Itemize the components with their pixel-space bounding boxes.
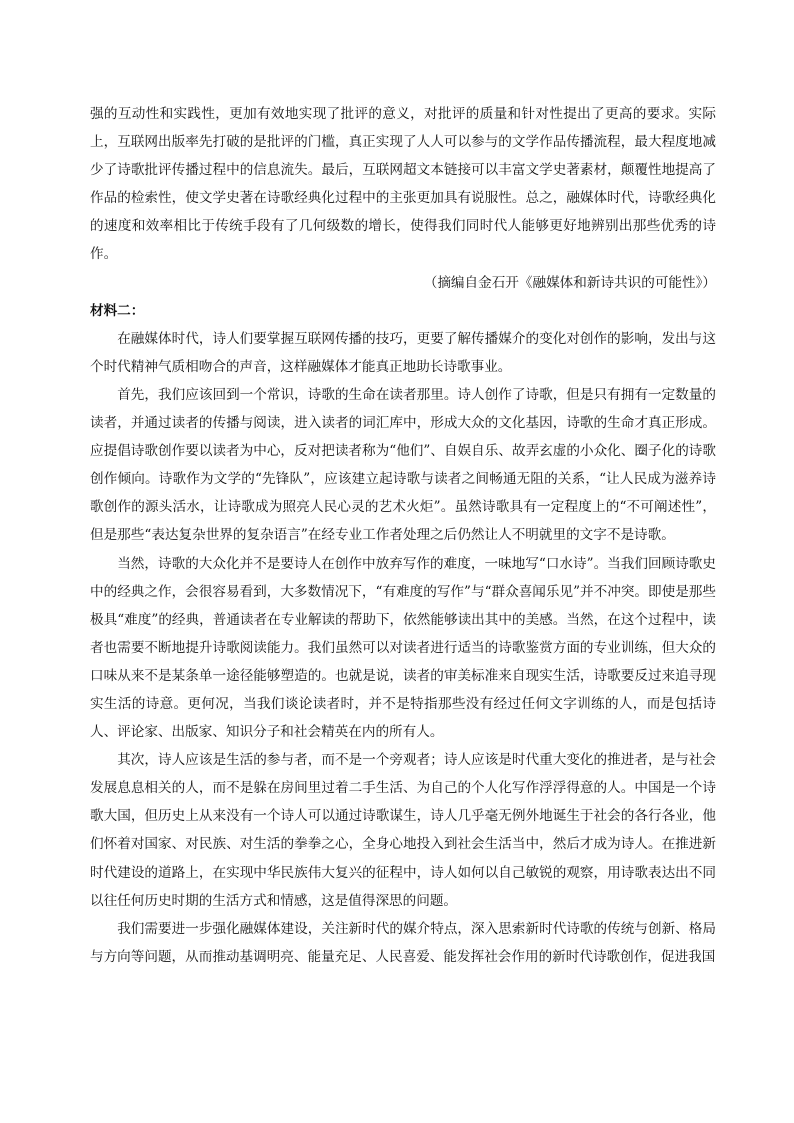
paragraph-1: 在融媒体时代，诗人们要掌握互联网传播的技巧，更要了解传播媒介的变化对创作的影响，发出与这个时代精神气质相吻合的声音，这样融媒体才能真正地助长诗歌事业。 (90, 330, 716, 375)
paragraph-3: 当然，诗歌的大众化并不是要诗人在创作中放弃写作的难度，一味地写“口水诗”。当我们回顾诗歌史中的经典之作，会很容易看到，大多数情况下，“有难度的写作”与“群众喜闻乐见”并不冲突。即使是那些极具“难度”的经典，普通读者在专业解读的帮助下，依然能够读出其中的美感。当然，在这个过程中，读者也需要不断地提升诗歌阅读能力。我们虽然可以对读者进行适当的诗歌鉴赏方面的专业训练，但大众的口味从来不是某条单一途径能够塑造的。也就是说，读者的审美标准来自现实生活，诗歌要反过来追寻现实生活的诗意。更何况，当我们谈论读者时，并不是特指那些没有经过任何文字训练的人，而是包括诗人、评论家、出版家、知识分子和社会精英在内的所有人。 (90, 555, 716, 741)
source-citation: （摘编自金石开《融媒体和新诗共识的可能性》） (423, 274, 716, 291)
paragraph-5: 我们需要进一步强化融媒体建设，关注新时代的媒介特点，深入思索新时代诗歌的传统与创新、格局与方向等问题，从而推动基调明亮、能量充足、人民喜爱、能发挥社会作用的新时代诗歌创作，促进我国 (90, 920, 716, 965)
paragraph-4: 其次，诗人应该是生活的参与者，而不是一个旁观者；诗人应该是时代重大变化的推进者，是与社会发展息息相关的人，而不是躲在房间里过着二手生活、为自己的个人化写作浮浮得意的人。中国是一个诗歌大国，但历史上从来没有一个诗人可以通过诗歌谋生，诗人几乎毫无例外地诞生于社会的各行各业，他们怀着对国家、对民族、对生活的拳拳之心，全身心地投入到社会生活当中，然后才成为诗人。在推进新时代建设的道路上，在实现中华民族伟大复兴的征程中，诗人如何以自己敏锐的观察，用诗歌表达出不同以往任何历史时期的生活方式和情感，这是值得深思的问题。 (90, 752, 716, 909)
paragraph-2: 首先，我们应该回到一个常识，诗歌的生命在读者那里。诗人创作了诗歌，但是只有拥有一定数量的读者，并通过读者的传播与阅读，进入读者的词汇库中，形成大众的文化基因，诗歌的生命才真正形成。应提倡诗歌创作要以读者为中心，反对把读者称为“他们”、自娱自乐、故弄玄虚的小众化、圈子化的诗歌创作倾向。诗歌作为文学的“先锋队”，应该建立起诗歌与读者之间畅通无阻的关系，“让人民成为滋养诗歌创作的源头活水，让诗歌成为照亮人民心灵的艺术火炬”。虽然诗歌具有一定程度上的“不可阐述性”，但是那些“表达复杂世界的复杂语言”在经专业工作者处理之后仍然让人不明就里的文字不是诗歌。 (90, 386, 716, 544)
section-title-material-two: 材料二： (90, 302, 145, 319)
document-body (90, 100, 716, 971)
paragraph-continued: 强的互动性和实践性，更加有效地实现了批评的意义，对批评的质量和针对性提出了更高的要求。实际上，互联网出版率先打破的是批评的门槛，真正实现了人人可以参与的文学作品传播流程，最大程度地减少了诗歌批评传播过程中的信息流失。最后，互联网超文本链接可以丰富文学史著素材，颠覆性地提高了作品的检索性，使文学史著在诗歌经典化过程中的主张更加具有说服性。总之，融媒体时代，诗歌经典化的速度和效率相比于传统手段有了几何级数的增长，使得我们同时代人能够更好地辨别出那些优秀的诗作。 (90, 106, 716, 263)
